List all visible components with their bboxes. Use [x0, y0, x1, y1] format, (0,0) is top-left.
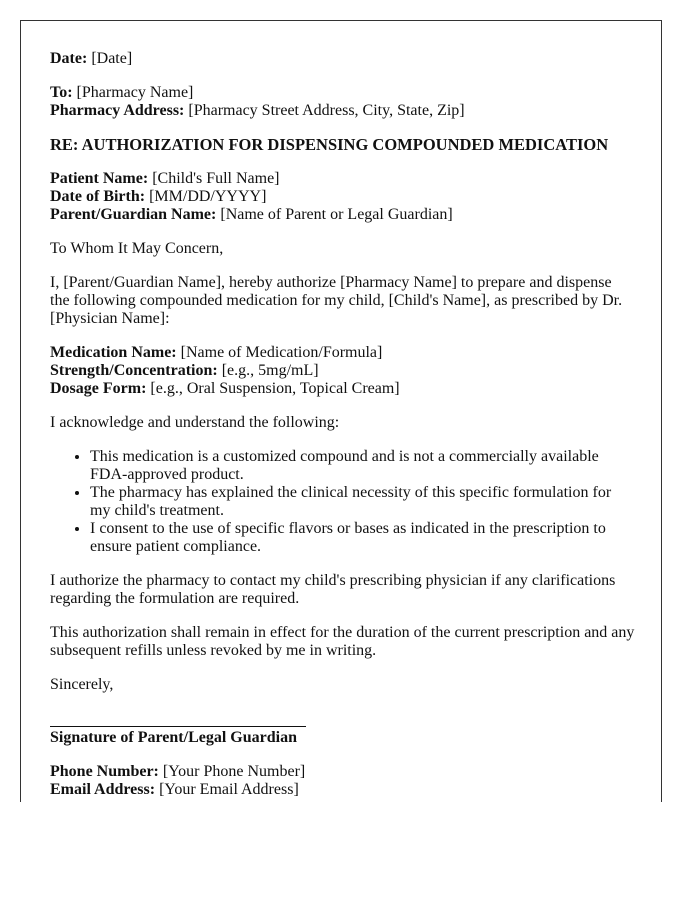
- list-item: • The pharmacy has explained the clinical necessity of this specific formulation for my child's treatment.: [90, 484, 635, 520]
- address-value: [Pharmacy Street Address, City, State, Zip]: [188, 102, 465, 119]
- recipient-block: [50, 84, 635, 120]
- acknowledgement-list: [50, 448, 635, 556]
- contact-paragraph: I authorize the pharmacy to contact my child's prescribing physician if any clarifications regarding the formulation are required.: [50, 572, 616, 607]
- address-label: Pharmacy Address:: [50, 102, 185, 119]
- email-label: Email Address:: [50, 781, 156, 798]
- signature-label: Signature of Parent/Legal Guardian: [50, 729, 297, 746]
- duration-paragraph: This authorization shall remain in effect for the duration of the current prescription and any subsequent refills unless revoked by me in writing.: [50, 624, 635, 659]
- date-line: [50, 50, 635, 68]
- subject-heading: RE: AUTHORIZATION FOR DISPENSING COMPOUNDED MEDICATION: [50, 135, 609, 154]
- medication-block: [50, 344, 635, 398]
- salutation: To Whom It May Concern,: [50, 240, 224, 257]
- dob-label: Date of Birth:: [50, 188, 146, 205]
- email-line: [50, 781, 635, 799]
- closing: Sincerely,: [50, 676, 114, 693]
- guardian-value: [Name of Parent or Legal Guardian]: [220, 206, 453, 223]
- guardian-line: [50, 206, 635, 224]
- dosage-form-line: [50, 380, 635, 398]
- contact-block: [50, 763, 635, 799]
- dosage-form-label: Dosage Form:: [50, 380, 147, 397]
- acknowledge-intro: I acknowledge and understand the following:: [50, 414, 340, 431]
- dob-value: [MM/DD/YYYY]: [149, 188, 267, 205]
- to-label: To:: [50, 84, 73, 101]
- phone-label: Phone Number:: [50, 763, 159, 780]
- medication-name-line: [50, 344, 635, 362]
- to-value: [Pharmacy Name]: [76, 84, 194, 101]
- date-value: [Date]: [91, 50, 133, 67]
- patient-name-value: [Child's Full Name]: [152, 170, 280, 187]
- strength-value: [e.g., 5mg/mL]: [221, 362, 319, 379]
- medication-name-label: Medication Name:: [50, 344, 177, 361]
- patient-name-line: [50, 170, 635, 188]
- dosage-form-value: [e.g., Oral Suspension, Topical Cream]: [150, 380, 400, 397]
- list-item: • I consent to the use of specific flavors or bases as indicated in the prescription to ensure patient compliance.: [90, 520, 635, 556]
- list-item: • This medication is a customized compound and is not a commercially available FDA-approved product.: [90, 448, 635, 484]
- medication-name-value: [Name of Medication/Formula]: [180, 344, 383, 361]
- guardian-label: Parent/Guardian Name:: [50, 206, 217, 223]
- date-label: Date:: [50, 50, 88, 67]
- strength-line: [50, 362, 635, 380]
- intro-paragraph: I, [Parent/Guardian Name], hereby authorize [Pharmacy Name] to prepare and dispense the following compounded medication for my child, [Child's Name], as prescribed by Dr. [Physician Name]:: [50, 274, 623, 327]
- phone-value: [Your Phone Number]: [162, 763, 306, 780]
- email-value: [Your Email Address]: [159, 781, 299, 798]
- address-line: [50, 102, 635, 120]
- patient-name-label: Patient Name:: [50, 170, 149, 187]
- letter-page: [20, 20, 662, 802]
- phone-line: [50, 763, 635, 781]
- patient-block: [50, 170, 635, 224]
- strength-label: Strength/Concentration:: [50, 362, 218, 379]
- signature-line: [50, 726, 306, 747]
- dob-line: [50, 188, 635, 206]
- letter-body: [50, 50, 635, 802]
- to-line: [50, 84, 635, 102]
